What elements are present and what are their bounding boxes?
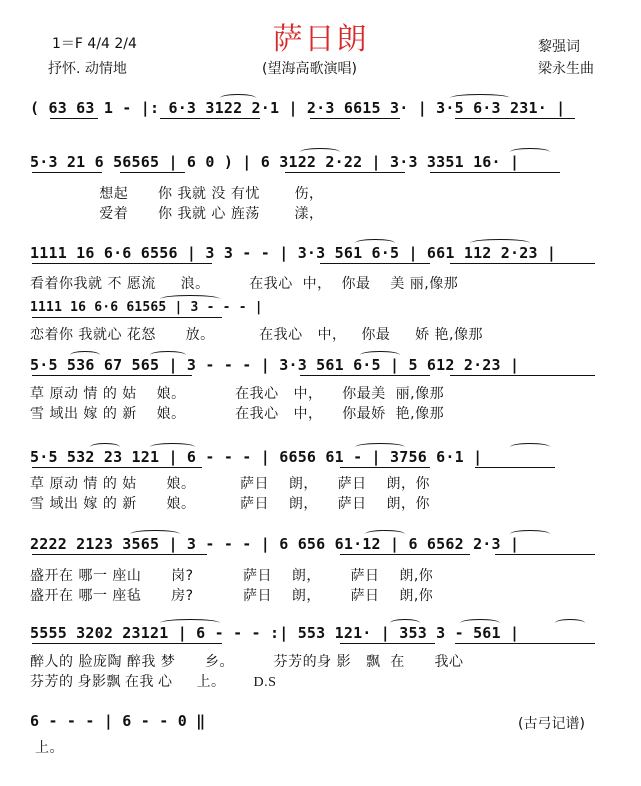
beam [32, 263, 212, 264]
slur [510, 148, 550, 156]
beam [32, 375, 192, 376]
mood-marking: 抒怀. 动情地 [48, 61, 127, 77]
beam [32, 643, 222, 644]
notation-row-5: 5·5 536 67 565 | 3 - - - | 3·3 561 6·5 | 5 612 2·23 | [30, 356, 520, 374]
beam [495, 554, 595, 555]
beam [32, 554, 207, 555]
beam [310, 118, 400, 119]
slur [130, 530, 180, 538]
performer-credit: (望海高歌演唱) [262, 61, 357, 77]
lyric-row-5-verse-1: 草 原动 情 的 姑 娘。 在我心 中， 你最美 丽,像那 [30, 386, 445, 402]
slur [70, 351, 100, 359]
beam [32, 467, 202, 468]
slur [390, 619, 420, 627]
beam [300, 375, 430, 376]
composer-credit: 梁永生曲 [538, 61, 594, 77]
lyric-row-3: 看着你我就 不 愿流 浪。 在我心 中， 你最 美 丽,像那 [30, 276, 459, 292]
lyric-row-6-verse-1: 草 原动 情 的 姑 娘。 萨日 朗， 萨日 朗，你 [30, 476, 430, 492]
notation-row-7: 2222 2123 3565 | 3 - - - | 6 656 61·12 | 6 6562 2·3 | [30, 535, 520, 553]
slur [300, 148, 340, 156]
lyric-row-2-verse-2: 爱着 你 我就 心 旌荡 漾， [30, 206, 324, 222]
beam [340, 554, 470, 555]
lyric-row-7-verse-1: 盛开在 哪一 座山 岗? 萨日 朗， 萨日 朗,你 [30, 568, 434, 584]
beam [450, 375, 595, 376]
beam [32, 172, 102, 173]
notation-row-2: 5·3 21 6 56565 | 6 0 ) | 6 3122 2·22 | 3·3 3351 16· | [30, 153, 520, 171]
beam [455, 643, 595, 644]
slur [460, 619, 500, 627]
slur [355, 239, 395, 247]
notation-credit: (古弓记谱) [518, 716, 585, 732]
notation-row-8: 5555 3202 23121 | 6 - - - :| 553 121· | 353 3 - 561 | [30, 624, 520, 642]
slur [150, 443, 195, 451]
notation-row-1: ( 63 63 1 - |: 6·3 3122 2·1 | 2·3 6615 3· | 3·5 6·3 231· | [30, 99, 566, 117]
beam [160, 118, 260, 119]
slur [470, 239, 530, 247]
notation-row-3: 1111 16 6·6 6556 | 3 3 - - | 3·3 561 6·5 | 661 112 2·23 | [30, 244, 557, 262]
lyric-row-7-verse-2: 盛开在 哪一 座毡 房? 萨日 朗， 萨日 朗,你 [30, 588, 434, 604]
slur [220, 94, 256, 102]
slur [160, 295, 220, 303]
notation-row-4: 1111 16 6·6 61565 | 3 - - - | [30, 300, 263, 315]
slur [450, 94, 510, 102]
key-signature: 1＝F 4/4 2/4 [52, 36, 137, 52]
notation-row-6: 5·5 532 23 121 | 6 - - - | 6656 61 - | 3756 6·1 | [30, 448, 483, 466]
slur [90, 443, 120, 451]
song-title: 萨日朗 [272, 22, 369, 57]
lyric-row-8-verse-2: 芬芳的 身影飘 在我 心 上。 D.S [30, 675, 277, 690]
notation-row-9: 6 - - - | 6 - - 0 ‖ [30, 712, 206, 730]
beam [450, 263, 595, 264]
slur [360, 351, 400, 359]
beam [475, 467, 555, 468]
beam [430, 172, 560, 173]
lyric-row-5-verse-2: 雪 域出 嫁 的 新 娘。 在我心 中， 你最娇 艳,像那 [30, 406, 445, 422]
lyric-row-8-verse-1: 醉人的 脸庞陶 醉我 梦 乡。 芬芳的身 影 飘 在 我心 [30, 654, 464, 670]
beam [120, 172, 185, 173]
beam [340, 643, 435, 644]
slur [355, 443, 405, 451]
beam [340, 467, 430, 468]
slur [160, 619, 220, 627]
lyric-row-6-verse-2: 雪 域出 嫁 的 新 娘。 萨日 朗， 萨日 朗，你 [30, 496, 430, 512]
slur [365, 530, 405, 538]
lyric-row-2-verse-1: 想起 你 我就 没 有忧 伤， [30, 186, 324, 202]
slur [510, 443, 550, 451]
slur [150, 351, 186, 359]
lyricist-credit: 黎强词 [538, 39, 580, 55]
lyric-row-9: 上。 [30, 740, 64, 756]
lyric-row-4: 恋着你 我就心 花怒 放。 在我心 中， 你最 娇 艳,像那 [30, 327, 484, 343]
beam [50, 118, 98, 119]
slur [555, 619, 585, 627]
beam [455, 118, 575, 119]
beam [285, 172, 405, 173]
beam [320, 263, 430, 264]
beam [32, 317, 222, 318]
slur [510, 530, 550, 538]
